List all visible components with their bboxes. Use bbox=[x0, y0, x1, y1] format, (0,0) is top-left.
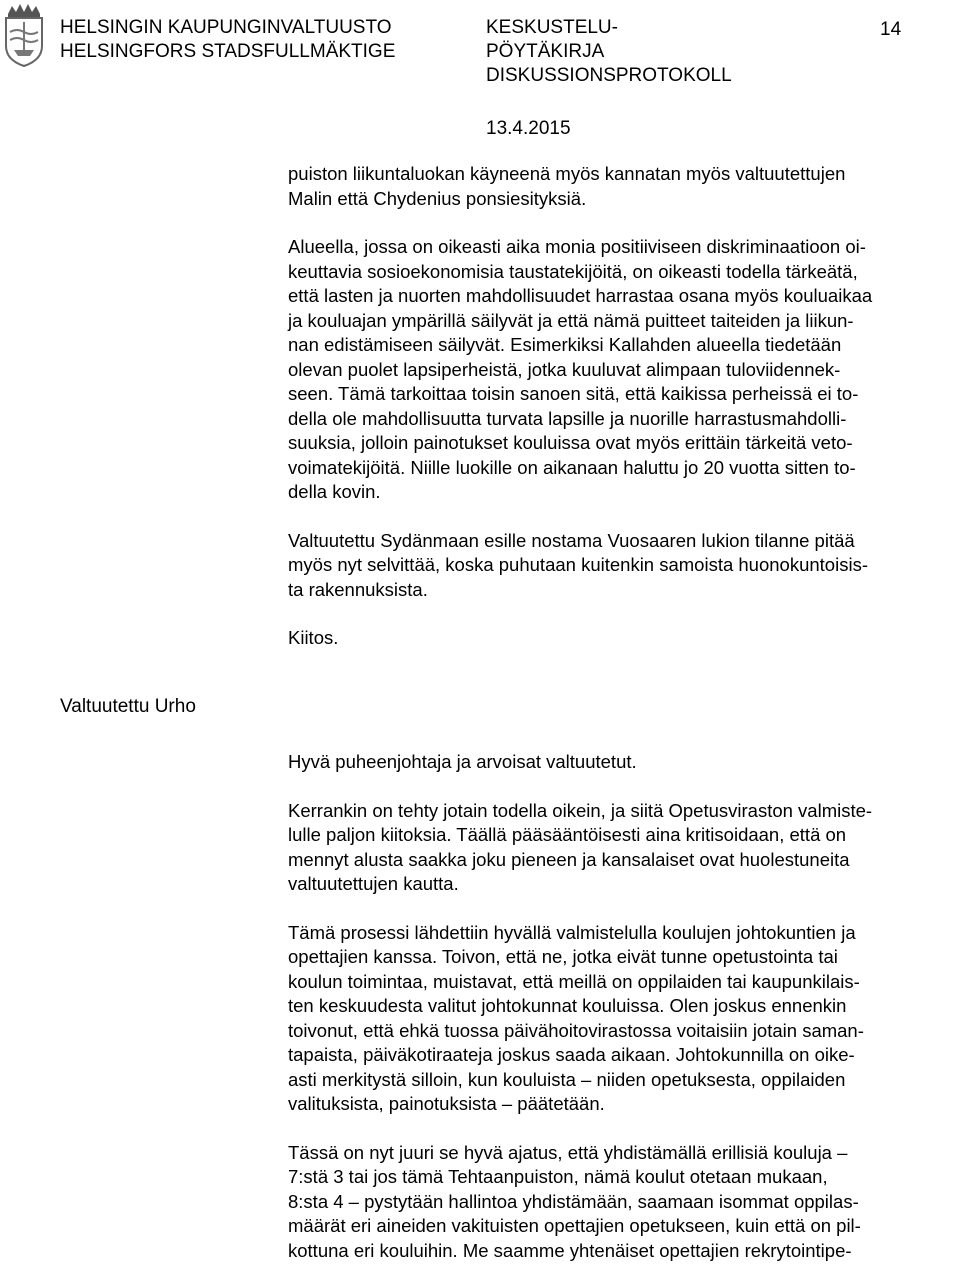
text-line: voimatekijöitä. Niille luokille on aikanaan haluttu jo 20 vuotta sitten to- bbox=[288, 456, 856, 478]
paragraph bbox=[288, 626, 953, 651]
text-line: koulun toimintaa, muistavat, että meillä on oppilaiden tai kaupunkilais- bbox=[288, 970, 860, 992]
paragraph bbox=[288, 235, 953, 505]
paragraph bbox=[288, 750, 953, 775]
document-type bbox=[486, 16, 732, 88]
speech-continuation bbox=[288, 162, 953, 675]
text-line: määrät eri aineiden vakituisten opettajien opetukseen, kuin että on pil- bbox=[288, 1215, 861, 1236]
page-number: 14 bbox=[880, 19, 902, 40]
organization-name-swedish: HELSINGFORS STADSFULLMÄKTIGE bbox=[60, 41, 396, 62]
text-line: Tässä on nyt juuri se hyvä ajatus, että yhdistämällä erillisiä kouluja – bbox=[288, 1141, 848, 1163]
text-line: della kovin. bbox=[288, 481, 381, 502]
text-line: Valtuutettu Sydänmaan esille nostama Vuosaaren lukion tilanne pitää bbox=[288, 529, 855, 551]
text-line: ja kouluajan ympärillä säilyvät ja että nämä puitteet taiteiden ja liikun- bbox=[288, 309, 854, 331]
text-line: puiston liikuntaluokan käyneenä myös kannatan myös valtuutettujen bbox=[288, 163, 846, 184]
text-line: kottuna eri kouluihin. Me saamme yhtenäiset opettajien rekrytointipe- bbox=[288, 1239, 852, 1261]
text-line: valituksista, painotuksista – päätetään. bbox=[288, 1093, 605, 1114]
document-type-line-2: PÖYTÄKIRJA bbox=[486, 41, 605, 62]
text-line: tapaista, päiväkotiraateja joskus saada aikaan. Johtokunnilla on oike- bbox=[288, 1044, 855, 1065]
text-line: Hyvä puheenjohtaja ja arvoisat valtuutetut. bbox=[288, 751, 637, 772]
text-line: myös nyt selvittää, koska puhutaan kuitenkin samoista huonokuntoisis- bbox=[288, 554, 868, 575]
text-line: 8:sta 4 – pystytään hallintoa yhdistämään, saamaan isommat oppilas- bbox=[288, 1190, 859, 1212]
speech-urho bbox=[288, 750, 953, 1287]
text-line: valtuutettujen kautta. bbox=[288, 873, 459, 894]
text-line: lulle paljon kiitoksia. Täällä pääsääntöisesti aina kritisoidaan, että on bbox=[288, 824, 847, 845]
text-line: toivonut, että ehkä tuossa päivähoitovirastossa voitaisiin jotain saman- bbox=[288, 1019, 864, 1041]
text-line: asti merkitystä silloin, kun kouluista – niiden opetuksesta, oppilaiden bbox=[288, 1068, 846, 1090]
text-line: seen. Tämä tarkoittaa toisin sanoen sitä, että kaikissa perheissä ei to- bbox=[288, 383, 859, 404]
city-crest-logo bbox=[2, 2, 46, 68]
paragraph bbox=[288, 799, 953, 897]
text-line: keuttavia sosioekonomisia taustatekijöitä, on oikeasti todella tärkeätä, bbox=[288, 260, 858, 282]
text-line: nan edistämiseen säilyvät. Esimerkiksi Kallahden alueella tiedetään bbox=[288, 334, 842, 355]
text-line: Malin että Chydenius ponsiesityksiä. bbox=[288, 187, 587, 209]
text-line: että lasten ja nuorten mahdollisuudet harrastaa osana myös kouluaikaa bbox=[288, 285, 873, 306]
speaker-name: Valtuutettu Urho bbox=[60, 696, 196, 717]
text-line: 7:stä 3 tai jos tämä Tehtaanpuiston, nämä koulut otetaan mukaan, bbox=[288, 1166, 828, 1187]
text-line: opettajien kanssa. Toivon, että ne, jotka eivät tunne opetustointa tai bbox=[288, 946, 838, 967]
document-date: 13.4.2015 bbox=[486, 118, 571, 139]
text-line: Tämä prosessi lähdettiin hyvällä valmistelulla koulujen johtokuntien ja bbox=[288, 921, 856, 943]
text-line: della ole mahdollisuutta turvata lapsille ja nuorille harrastusmahdolli- bbox=[288, 407, 847, 429]
paragraph bbox=[288, 529, 953, 603]
paragraph bbox=[288, 921, 953, 1117]
text-line: Kerrankin on tehty jotain todella oikein, ja siitä Opetusviraston valmiste- bbox=[288, 799, 873, 821]
text-line: ta rakennuksista. bbox=[288, 578, 428, 600]
text-line: olevan puolet lapsiperheistä, jotka kuuluvat alimpaan tuloviidennek- bbox=[288, 358, 841, 380]
document-type-line-3: DISKUSSIONSPROTOKOLL bbox=[486, 65, 732, 86]
text-line: ten keskuudesta valitut johtokunnat kouluissa. Olen joskus ennenkin bbox=[288, 995, 847, 1016]
text-line: Alueella, jossa on oikeasti aika monia positiiviseen diskriminaatioon oi- bbox=[288, 236, 866, 257]
organization-name-finnish: HELSINGIN KAUPUNGINVALTUUSTO bbox=[60, 17, 392, 38]
text-line: mennyt alusta saakka joku pieneen ja kansalaiset ovat huolestuneita bbox=[288, 848, 850, 870]
paragraph bbox=[288, 1141, 953, 1264]
paragraph bbox=[288, 162, 953, 211]
text-line: Kiitos. bbox=[288, 627, 339, 648]
document-type-line-1: KESKUSTELU- bbox=[486, 17, 618, 38]
text-line: suuksia, jolloin painotukset kouluissa ovat myös erittäin tärkeitä veto- bbox=[288, 432, 853, 453]
organization-name bbox=[60, 16, 395, 64]
